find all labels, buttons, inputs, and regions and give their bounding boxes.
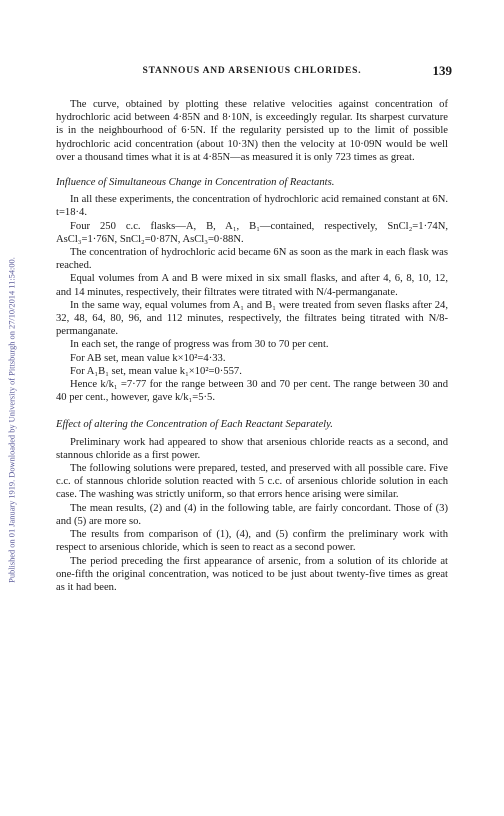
paragraph: The results from comparison of (1), (4), and (5) confirm the preliminary work with respect to arsenious chloride, which is seen to react as a second power. (56, 529, 448, 554)
paragraph: In each set, the range of progress was from 30 to 70 per cent. (70, 339, 329, 351)
paragraph: The mean results, (2) and (4) in the following table, are fairly concordant. Those of (3) and (5) are more so. (56, 502, 448, 527)
paragraph: The following solutions were prepared, tested, and preserved with all possible care. Five c.c. of stannous chloride solution reacted with 5 c.c. of arsenious chloride solution in each case. The washing was strictly uniform, so that errors hence arising were similar. (56, 463, 448, 501)
paragraph: Four 250 c.c. flasks—A, B, A₁, B₁—contained, respectively, SnCl₂=1·74N, AsCl₃=1·76N, SnCl₂=0·87N, AsCl₃=0·88N. (56, 220, 448, 245)
section-heading: Effect of altering the Concentration of Each Reactant Separately. (56, 419, 333, 431)
paragraph: For AB set, mean value k×10²=4·33. (70, 352, 226, 364)
paragraph: The concentration of hydrochloric acid became 6N as soon as the mark in each flask was reached. (56, 247, 448, 272)
paragraph: In the same way, equal volumes from A₁ and B₁ were treated from seven flasks after 24, 32, 48, 64, 80, 96, and 112 minutes, respectively, the filtrates being titrated with N/8-permanganate. (56, 299, 448, 338)
paragraph: In all these experiments, the concentration of hydrochloric acid remained constant at 6N. t=18·4. (56, 194, 448, 219)
page-number: 139 (432, 63, 452, 78)
paragraph: For A₁B₁ set, mean value k₁×10²=0·557. (70, 365, 242, 377)
publication-stamp-text: Published on 01 January 1919. Downloaded by University of Pittsburgh on 27/10/2014 11:54:00. (7, 257, 17, 583)
running-head (56, 63, 452, 82)
running-title: STANNOUS AND ARSENIOUS CHLORIDES. (142, 66, 362, 76)
article-body (56, 98, 448, 594)
section-heading: Influence of Simultaneous Change in Concentration of Reactants. (56, 177, 335, 189)
paragraph: Equal volumes from A and B were mixed in six small flasks, and after 4, 6, 8, 10, 12, and 14 minutes, respectively, their filtrates were titrated with N/4-permanganate. (56, 273, 448, 298)
paragraph: Hence k/k₁ =7·77 for the range between 30 and 70 per cent. The range between 30 and 40 per cent., however, gave k/k₁=5·5. (56, 379, 448, 404)
paragraph: The curve, obtained by plotting these relative velocities against concentration of hydrochloric acid between 4·85N and 8·10N, is exceedingly regular. Its sharpest curvature is in the neighbourhood of 6·5N. If the regularity persisted up to the limit of possible hydrochloric acid concentration (about 10·3N) then the velocity at 10·09N would be well over a thousand times what it is at 4·85N—as measured it is only 723 times as great. (56, 99, 448, 163)
paragraph: The period preceding the first appearance of arsenic, from a solution of its chloride at one-fifth the original concentration, was noticed to be just about twenty-five times as great as it had been. (56, 555, 448, 593)
paragraph: Preliminary work had appeared to show that arsenious chloride reacts as a second, and stannous chloride as a first power. (56, 436, 448, 461)
